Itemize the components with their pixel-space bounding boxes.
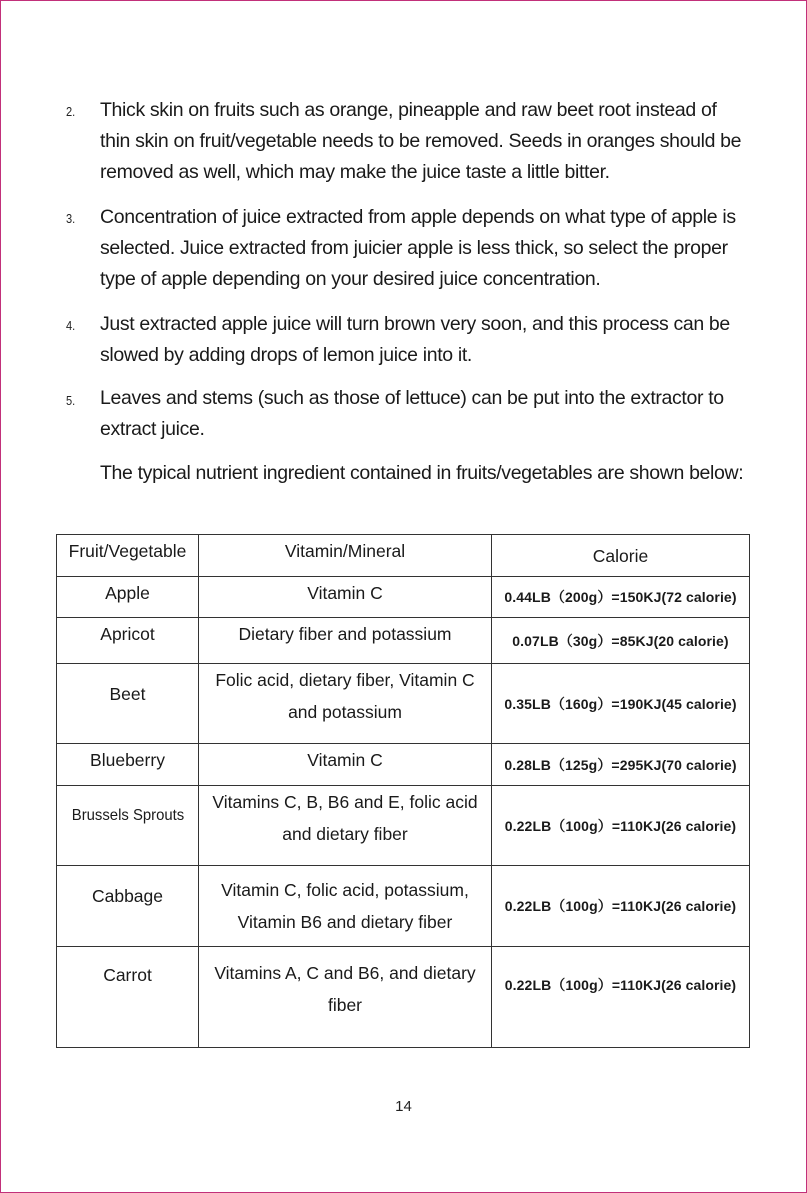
table-row (57, 577, 750, 618)
cell-calorie: 0.22LB（100g）=110KJ(26 calorie) (492, 786, 750, 866)
cell-vitamin: Vitamin C (199, 744, 492, 786)
item-text: Thick skin on fruits such as orange, pineapple and raw beet root instead of thin skin on fruit/vegetable needs to be removed. Seeds in oranges should be removed as well, which may make the juice taste a little bitter. (100, 99, 742, 183)
table-header-row (57, 535, 750, 577)
header-vitamin: Vitamin/Mineral (199, 535, 492, 577)
page-number: 14 (395, 1098, 412, 1115)
cell-calorie: 0.22LB（100g）=110KJ(26 calorie) (492, 866, 750, 947)
cell-fruit: Beet (57, 664, 199, 744)
item-text: Leaves and stems (such as those of lettuce) can be put into the extractor to extract juice. (100, 387, 724, 440)
cell-calorie: 0.22LB（100g）=110KJ(26 calorie) (492, 947, 750, 1048)
cell-vitamin: Folic acid, dietary fiber, Vitamin C and potassium (199, 664, 492, 744)
cell-fruit: Carrot (57, 947, 199, 1048)
table-row (57, 947, 750, 1048)
cell-fruit: Brussels Sprouts (61, 786, 193, 866)
cell-fruit: Apricot (57, 618, 199, 664)
item-number: 2. (66, 104, 76, 119)
cell-vitamin: Dietary fiber and potassium (199, 618, 492, 664)
item-number: 4. (66, 318, 76, 333)
table-row (57, 664, 750, 744)
cell-vitamin: Vitamins C, B, B6 and E, folic acid and dietary fiber (199, 786, 492, 866)
cell-vitamin: Vitamin C, folic acid, potassium, Vitamin B6 and dietary fiber (199, 866, 492, 947)
cell-vitamin: Vitamin C (199, 577, 492, 618)
item-number: 5. (66, 393, 76, 408)
cell-calorie: 0.28LB（125g）=295KJ(70 calorie) (492, 744, 750, 786)
table-row (57, 866, 750, 947)
item-text: Concentration of juice extracted from apple depends on what type of apple is selected. Juice extracted from juicier apple is less thick, so select the proper type of apple depending on your desired juice concentration. (100, 206, 736, 290)
header-calorie: Calorie (492, 535, 750, 577)
intro-text: The typical nutrient ingredient contained in fruits/vegetables are shown below: (100, 462, 744, 484)
cell-fruit: Blueberry (57, 744, 199, 786)
item-number: 3. (66, 211, 76, 226)
cell-vitamin: Vitamins A, C and B6, and dietary fiber (199, 947, 492, 1048)
table-row (57, 744, 750, 786)
cell-fruit: Apple (57, 577, 199, 618)
item-text: Just extracted apple juice will turn brown very soon, and this process can be slowed by adding drops of lemon juice into it. (100, 313, 730, 366)
cell-calorie: 0.35LB（160g）=190KJ(45 calorie) (492, 664, 750, 744)
table-row (57, 618, 750, 664)
cell-calorie: 0.07LB（30g）=85KJ(20 calorie) (492, 618, 750, 664)
cell-calorie: 0.44LB（200g）=150KJ(72 calorie) (492, 577, 750, 618)
nutrient-table (56, 534, 750, 1048)
table-row (57, 786, 750, 866)
cell-fruit: Cabbage (57, 866, 199, 947)
header-fruit: Fruit/Vegetable (57, 535, 199, 577)
